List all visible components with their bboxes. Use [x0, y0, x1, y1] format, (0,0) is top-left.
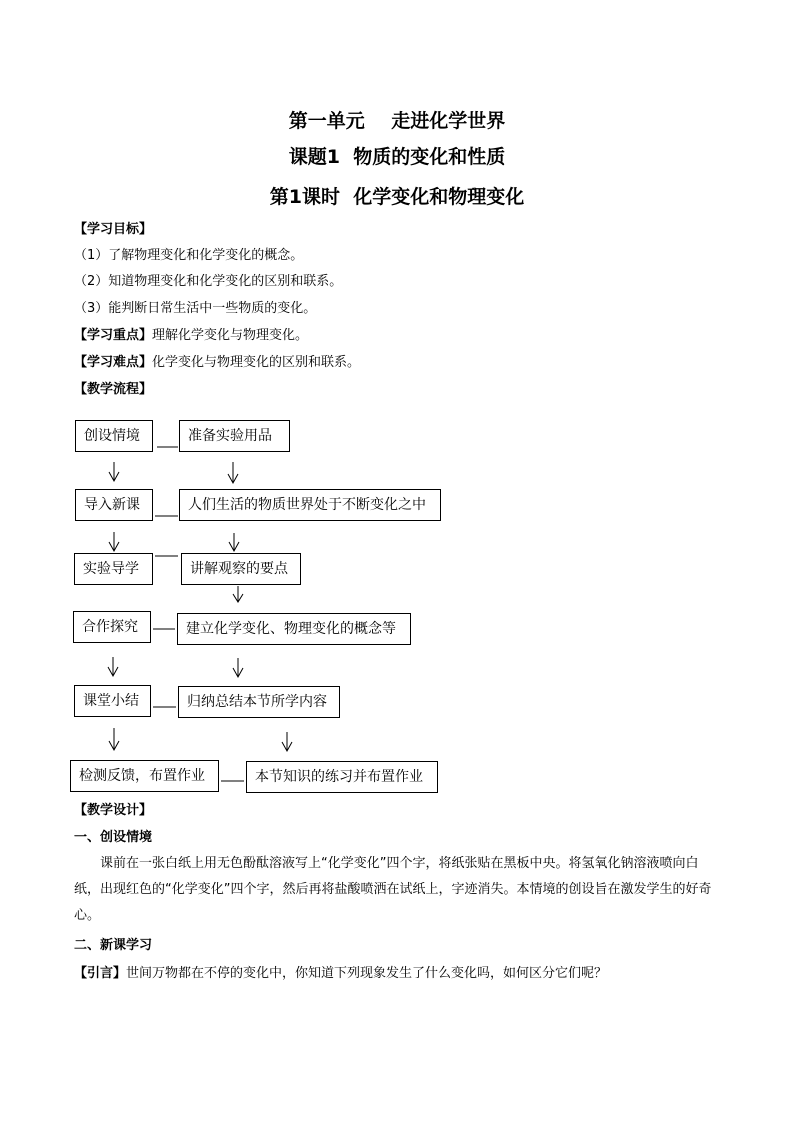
section2-heading-text: 二、新课学习	[74, 938, 153, 953]
flow-activity-1: 准备实验用品	[179, 420, 290, 452]
flow-stage-2: 导入新课	[75, 489, 153, 521]
lesson-title: 第1课时 化学变化和物理变化	[269, 186, 525, 208]
intro-text: 世间万物都在不停的变化中，你知道下列现象发生了什么变化吗，如何区分它们呢？	[126, 966, 608, 981]
section1-heading	[74, 830, 152, 846]
intro-label: 【引言】	[74, 966, 127, 981]
flow-activity-5: 归纳总结本节所学内容	[178, 686, 340, 718]
flow-arrow-right-5	[282, 732, 292, 751]
flow-arrow-right-1	[228, 462, 238, 483]
unit-title: 第一单元 走进化学世界	[288, 110, 506, 132]
section1-heading-text: 一、创设情境	[74, 830, 153, 845]
section2-intro	[74, 966, 607, 982]
flow-activity-6: 本节知识的练习并布置作业	[246, 761, 438, 793]
design-label-text: 【教学设计】	[74, 803, 153, 818]
flow-stage-3: 实验导学	[74, 553, 153, 585]
flow-arrow-right-4	[233, 658, 243, 677]
flow-arrow-left-3	[108, 657, 118, 676]
topic-title: 课题1 物质的变化和性质	[288, 146, 506, 168]
flow-activity-4: 建立化学变化、物理变化的概念等	[177, 613, 411, 645]
flow-activity-3: 讲解观察的要点	[181, 553, 301, 585]
flow-arrow-right-3	[233, 586, 243, 602]
section1-paragraph: 课前在一张白纸上用无色酚酞溶液写上“化学变化”四个字，将纸张贴在黑板中央。将氢氧化钠溶液喷向白纸，出现红色的“化学变化”四个字，然后再将盐酸喷洒在试纸上，字迹消失。本情境的创设旨在激发学生的好奇心。	[74, 856, 712, 923]
flow-arrow-left-1	[109, 462, 119, 481]
goal-item-1: （1）了解物理变化和化学变化的概念。	[74, 248, 304, 263]
difficulty-label: 【学习难点】	[74, 355, 153, 370]
flow-arrow-left-2	[109, 532, 119, 551]
section2-heading	[74, 938, 152, 954]
flow-arrow-right-2	[229, 533, 239, 551]
goal-item-3: （3）能判断日常生活中一些物质的变化。	[74, 301, 317, 316]
key-point-label: 【学习重点】	[74, 328, 153, 343]
flow-stage-5: 课堂小结	[74, 685, 151, 717]
flow-stage-6: 检测反馈，布置作业	[70, 760, 219, 792]
flow-arrow-left-4	[109, 728, 119, 750]
flow-stage-1: 创设情境	[75, 420, 153, 452]
difficulty-text: 化学变化与物理变化的区别和联系。	[152, 355, 361, 370]
flow-label-text: 【教学流程】	[74, 382, 153, 397]
design-label	[74, 803, 152, 819]
flow-stage-4: 合作探究	[73, 611, 151, 643]
flow-activity-2: 人们生活的物质世界处于不断变化之中	[179, 489, 441, 521]
goal-item-2: （2）知道物理变化和化学变化的区别和联系。	[74, 274, 343, 289]
key-point-text: 理解化学变化与物理变化。	[152, 328, 309, 343]
goals-label-text: 【学习目标】	[74, 222, 153, 237]
